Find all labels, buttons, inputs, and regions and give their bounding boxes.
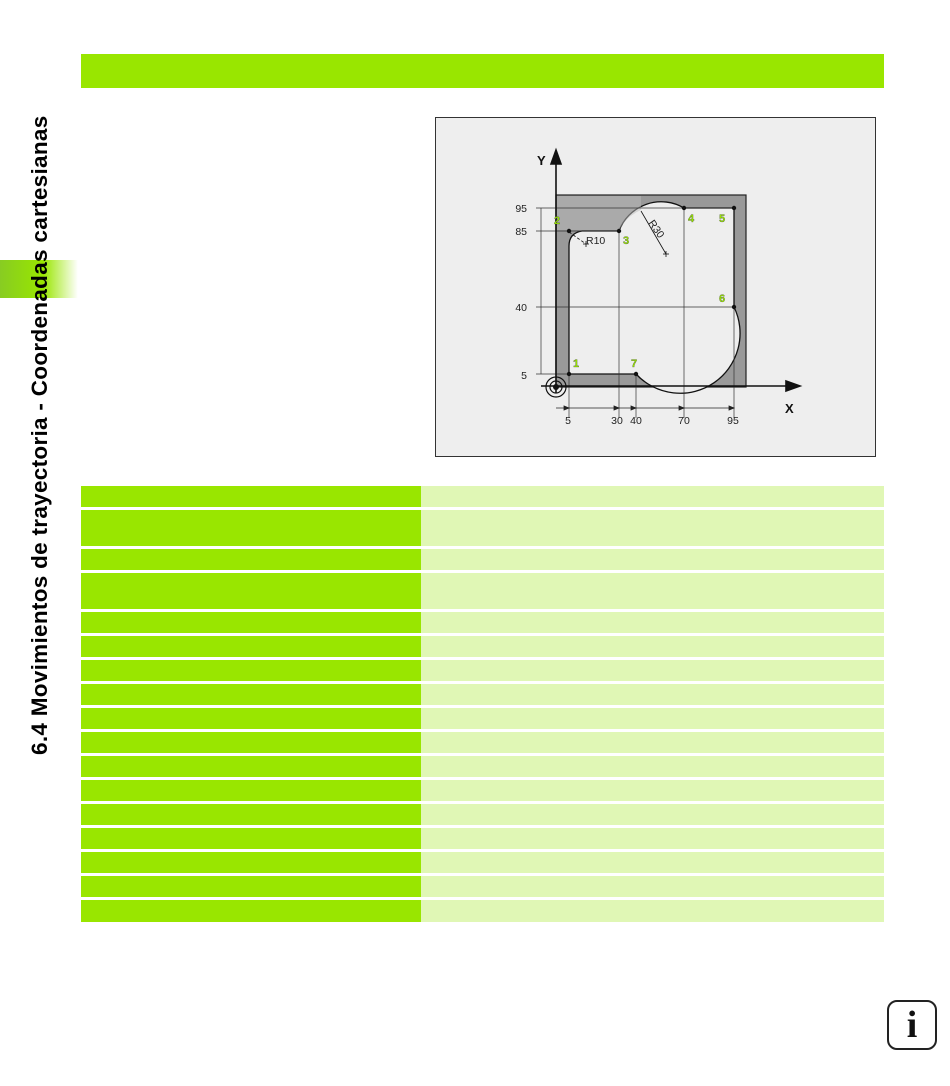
point-label-7: 7 <box>631 358 638 370</box>
table-cell-block <box>81 549 421 570</box>
point-label-1: 1 <box>573 358 580 370</box>
table-cell-block <box>81 828 421 849</box>
table-cell-description <box>421 732 884 753</box>
table-cell-block <box>81 900 421 922</box>
table-cell-block <box>81 573 421 609</box>
table-row <box>81 510 884 546</box>
table-row <box>81 780 884 801</box>
table-cell-description <box>421 612 884 633</box>
table-cell-description <box>421 549 884 570</box>
table-row <box>81 828 884 849</box>
table-row <box>81 636 884 657</box>
table-cell-description <box>421 828 884 849</box>
point-label-6: 6 <box>719 293 726 305</box>
table-cell-description <box>421 684 884 705</box>
table-cell-block <box>81 684 421 705</box>
table-row <box>81 732 884 753</box>
table-cell-description <box>421 636 884 657</box>
table-cell-description <box>421 804 884 825</box>
info-icon[interactable] <box>887 1000 937 1050</box>
table-cell-block <box>81 756 421 777</box>
table-cell-block <box>81 612 421 633</box>
table-row <box>81 660 884 681</box>
table-row <box>81 549 884 570</box>
table-cell-description <box>421 852 884 873</box>
y-tick-label: 40 <box>515 302 527 314</box>
table-cell-block <box>81 486 421 507</box>
table-cell-description <box>421 756 884 777</box>
table-row <box>81 486 884 507</box>
contour-figure <box>435 117 876 457</box>
y-tick-label: 85 <box>515 226 527 238</box>
contour-drawing <box>436 118 877 458</box>
table-row <box>81 900 884 922</box>
table-row <box>81 756 884 777</box>
table-cell-description <box>421 780 884 801</box>
point-label-5: 5 <box>719 213 726 225</box>
table-cell-block <box>81 732 421 753</box>
radius-label-r30: R30 <box>645 217 667 241</box>
y-tick-label: 95 <box>515 203 527 215</box>
table-row <box>81 852 884 873</box>
table-cell-description <box>421 486 884 507</box>
table-cell-block <box>81 708 421 729</box>
point-label-2: 2 <box>554 215 561 227</box>
table-cell-description <box>421 660 884 681</box>
table-row <box>81 573 884 609</box>
table-cell-block <box>81 636 421 657</box>
table-cell-description <box>421 510 884 546</box>
table-cell-block <box>81 780 421 801</box>
radius-label-r10: R10 <box>586 235 606 247</box>
table-cell-block <box>81 852 421 873</box>
info-icon-glyph: i <box>906 1004 918 1046</box>
table-row <box>81 804 884 825</box>
x-tick-label: 40 <box>630 415 642 427</box>
top-header-band <box>81 54 884 88</box>
table-row <box>81 612 884 633</box>
y-tick-label: 5 <box>521 370 527 382</box>
table-row <box>81 684 884 705</box>
table-cell-block <box>81 510 421 546</box>
point-label-4: 4 <box>688 213 695 225</box>
table-cell-block <box>81 876 421 897</box>
table-cell-description <box>421 708 884 729</box>
table-row <box>81 708 884 729</box>
table-cell-block <box>81 804 421 825</box>
table-cell-block <box>81 660 421 681</box>
table-cell-description <box>421 573 884 609</box>
x-tick-label: 30 <box>611 415 623 427</box>
point-label-3: 3 <box>623 235 630 247</box>
table-row <box>81 876 884 897</box>
table-cell-description <box>421 876 884 897</box>
x-tick-label: 5 <box>565 415 571 427</box>
x-axis-label: X <box>785 401 794 416</box>
y-axis-label: Y <box>537 153 546 168</box>
section-title: 6.4 Movimientos de trayectoria - Coordenadas cartesianas <box>27 115 52 755</box>
x-tick-label: 95 <box>727 415 739 427</box>
x-tick-label: 70 <box>678 415 690 427</box>
dimension-arrows <box>556 406 734 410</box>
table-cell-description <box>421 900 884 922</box>
